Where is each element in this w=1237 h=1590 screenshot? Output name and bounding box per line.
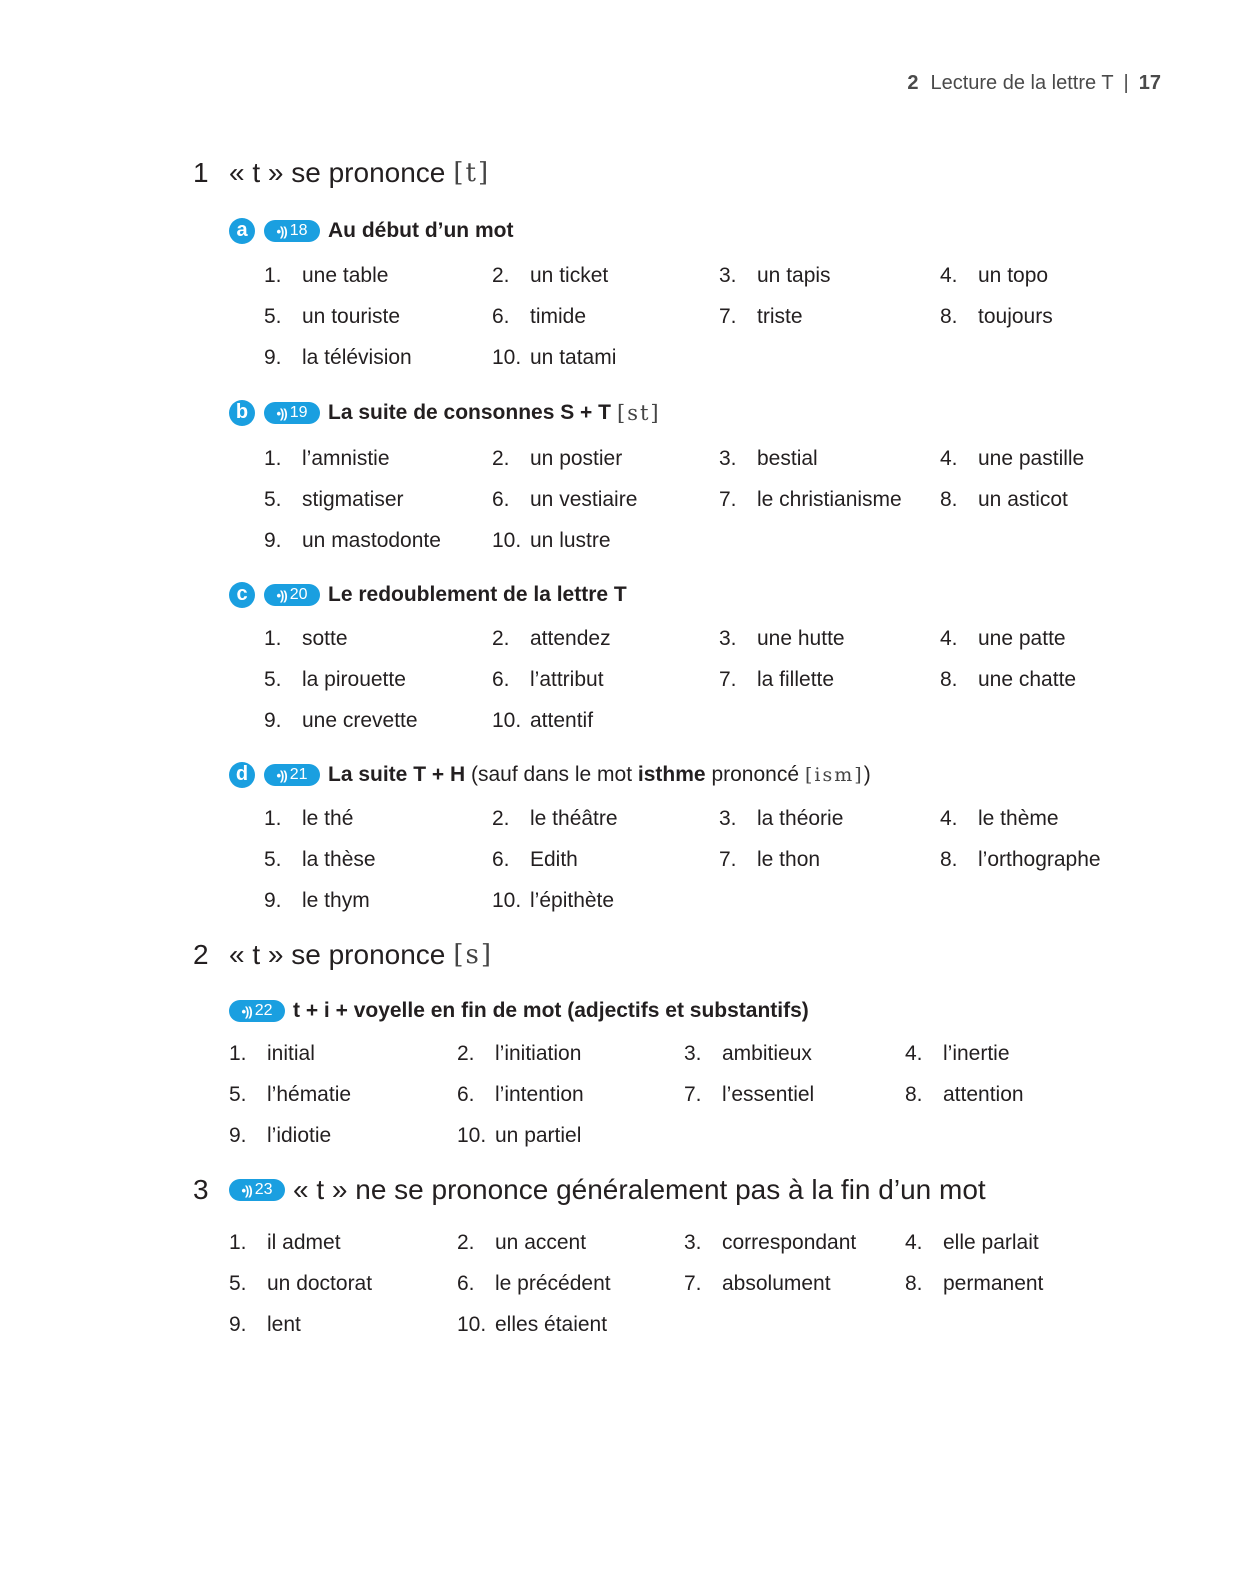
section-title: « t » se prononce — [229, 157, 446, 188]
item-number: 3. — [719, 627, 737, 650]
list-item — [492, 709, 593, 733]
item-word: l’amnistie — [302, 447, 390, 470]
audio-icon: •)) — [276, 587, 287, 603]
item-word: un partiel — [495, 1124, 582, 1147]
item-word: permanent — [943, 1272, 1044, 1295]
list-item — [719, 488, 902, 512]
section-title: « t » se prononce — [229, 939, 446, 970]
list-item — [264, 807, 353, 831]
item-word: il admet — [267, 1231, 341, 1254]
item-number: 10. — [457, 1124, 487, 1147]
item-word: une chatte — [978, 668, 1077, 691]
item-word: le thé — [302, 807, 354, 830]
item-number: 4. — [905, 1042, 923, 1065]
section-3-heading — [193, 1174, 986, 1206]
list-item — [264, 668, 406, 692]
list-item — [492, 264, 608, 288]
item-number: 9. — [264, 529, 282, 552]
item-word: l’orthographe — [978, 848, 1101, 871]
list-item — [719, 627, 845, 651]
item-word: sotte — [302, 627, 348, 650]
letter-badge: b — [229, 400, 255, 426]
item-word: un mastodonte — [302, 529, 441, 552]
list-item — [940, 807, 1059, 831]
subsection-title: La suite de consonnes S + T — [328, 401, 611, 424]
list-item — [492, 807, 618, 831]
phonetic-transcription: [t] — [453, 158, 491, 188]
item-word: l’intention — [495, 1083, 584, 1106]
list-item — [229, 1231, 341, 1255]
list-item — [264, 346, 412, 370]
note-bold-word: isthme — [637, 763, 706, 786]
list-item — [719, 668, 834, 692]
section-title: « t » ne se prononce généralement pas à la fin d’un mot — [293, 1174, 986, 1205]
item-word: l’hématie — [267, 1083, 352, 1106]
list-item — [719, 447, 818, 471]
list-item — [940, 627, 1066, 651]
list-item — [905, 1231, 1039, 1255]
audio-track-badge[interactable]: •)) 22 — [229, 1000, 285, 1022]
item-word: le théâtre — [530, 807, 618, 830]
chapter-title: Lecture de la lettre T — [930, 72, 1114, 94]
separator: | — [1123, 72, 1129, 94]
list-item — [229, 1313, 301, 1337]
item-number: 10. — [492, 529, 522, 552]
audio-track-badge[interactable]: •)) 19 — [264, 402, 320, 424]
item-word: timide — [530, 305, 587, 328]
list-item — [684, 1042, 812, 1066]
item-number: 6. — [492, 668, 510, 691]
subsection-title: Au début d’un mot — [328, 219, 514, 242]
subsection-2-heading — [229, 999, 809, 1023]
item-word: un doctorat — [267, 1272, 373, 1295]
item-number: 2. — [492, 447, 510, 470]
list-item — [264, 447, 390, 471]
item-word: le précédent — [495, 1272, 611, 1295]
item-number: 2. — [457, 1231, 475, 1254]
item-number: 2. — [492, 264, 510, 287]
item-number: 6. — [492, 488, 510, 511]
section-2-heading — [193, 939, 493, 971]
phonetic-transcription: [s] — [453, 940, 494, 970]
running-head — [907, 72, 1161, 95]
letter-badge: a — [229, 218, 255, 244]
item-word: un tapis — [757, 264, 831, 287]
item-number: 8. — [905, 1272, 923, 1295]
item-word: triste — [757, 305, 803, 328]
list-item — [940, 447, 1084, 471]
item-word: une table — [302, 264, 389, 287]
item-word: un topo — [978, 264, 1049, 287]
list-item — [457, 1042, 581, 1066]
section-1-heading — [193, 157, 490, 189]
item-number: 10. — [492, 709, 522, 732]
item-number: 7. — [719, 488, 737, 511]
list-item — [457, 1231, 586, 1255]
list-item — [940, 668, 1076, 692]
item-number: 7. — [684, 1272, 702, 1295]
list-item — [264, 709, 418, 733]
item-word: lent — [267, 1313, 301, 1336]
list-item — [492, 447, 622, 471]
page-number: 17 — [1138, 72, 1161, 94]
list-item — [940, 305, 1053, 329]
list-item — [905, 1272, 1043, 1296]
item-word: l’attribut — [530, 668, 604, 691]
item-word: initial — [267, 1042, 315, 1065]
item-word: la fillette — [757, 668, 835, 691]
item-number: 6. — [457, 1083, 475, 1106]
list-item — [905, 1042, 1010, 1066]
item-number: 8. — [940, 488, 958, 511]
item-number: 9. — [229, 1124, 247, 1147]
subsection-note: (sauf dans le mot — [470, 763, 633, 786]
item-number: 9. — [229, 1313, 247, 1336]
subsection-b-heading — [229, 400, 661, 426]
list-item — [229, 1042, 315, 1066]
item-number: 5. — [264, 305, 282, 328]
item-word: un vestiaire — [530, 488, 638, 511]
item-number: 9. — [264, 889, 282, 912]
list-item — [264, 889, 370, 913]
list-item — [684, 1231, 856, 1255]
item-number: 2. — [492, 627, 510, 650]
item-number: 3. — [719, 264, 737, 287]
item-word: un touriste — [302, 305, 401, 328]
phonetic-transcription: [ism] — [805, 764, 864, 786]
list-item — [264, 264, 388, 288]
item-word: absolument — [722, 1272, 831, 1295]
list-item — [492, 889, 614, 913]
item-number: 7. — [719, 668, 737, 691]
list-item — [940, 848, 1101, 872]
item-number: 4. — [940, 807, 958, 830]
item-number: 10. — [457, 1313, 487, 1336]
item-word: un lustre — [530, 529, 611, 552]
item-word: attention — [943, 1083, 1024, 1106]
item-word: un postier — [530, 447, 623, 470]
item-number: 5. — [264, 668, 282, 691]
item-word: un accent — [495, 1231, 587, 1254]
item-word: attendez — [530, 627, 611, 650]
list-item — [684, 1083, 814, 1107]
item-word: le christianisme — [757, 488, 902, 511]
chapter-number: 2 — [907, 72, 919, 94]
list-item — [492, 346, 616, 370]
subsection-note-end: prononcé — [711, 763, 800, 786]
item-number: 1. — [264, 447, 282, 470]
item-number: 3. — [719, 447, 737, 470]
letter-badge: d — [229, 762, 255, 788]
item-number: 1. — [264, 807, 282, 830]
item-word: l’idiotie — [267, 1124, 332, 1147]
item-number: 3. — [684, 1231, 702, 1254]
list-item — [905, 1083, 1024, 1107]
audio-icon: •)) — [276, 223, 287, 239]
list-item — [229, 1124, 331, 1148]
subsection-d-heading — [229, 762, 871, 788]
item-number: 1. — [229, 1042, 247, 1065]
subsection-c-heading — [229, 582, 627, 608]
list-item — [457, 1083, 584, 1107]
list-item — [940, 264, 1048, 288]
item-number: 6. — [492, 848, 510, 871]
audio-icon: •)) — [241, 1003, 252, 1019]
item-word: toujours — [978, 305, 1053, 328]
item-word: l’essentiel — [722, 1083, 815, 1106]
list-item — [940, 488, 1068, 512]
item-number: 3. — [719, 807, 737, 830]
list-item — [719, 305, 803, 329]
item-word: une hutte — [757, 627, 845, 650]
item-word: un ticket — [530, 264, 609, 287]
item-word: le thym — [302, 889, 370, 912]
item-number: 7. — [719, 848, 737, 871]
item-word: un tatami — [530, 346, 617, 369]
closing-paren: ) — [863, 763, 871, 786]
item-word: Edith — [530, 848, 578, 871]
subsection-title: La suite T + H — [328, 763, 466, 786]
list-item — [264, 488, 404, 512]
item-number: 4. — [940, 264, 958, 287]
item-word: une patte — [978, 627, 1066, 650]
item-word: le thème — [978, 807, 1059, 830]
item-number: 5. — [229, 1272, 247, 1295]
item-number: 6. — [492, 305, 510, 328]
item-number: 4. — [905, 1231, 923, 1254]
list-item — [492, 848, 578, 872]
subsection-title: Le redoublement de la lettre T — [328, 583, 627, 606]
item-number: 6. — [457, 1272, 475, 1295]
item-number: 8. — [940, 848, 958, 871]
list-item — [264, 305, 400, 329]
list-item — [457, 1272, 611, 1296]
item-word: la théorie — [757, 807, 844, 830]
audio-track-badge[interactable]: •)) 21 — [264, 764, 320, 786]
item-number: 8. — [940, 305, 958, 328]
list-item — [457, 1124, 581, 1148]
item-number: 8. — [940, 668, 958, 691]
list-item — [684, 1272, 831, 1296]
item-number: 4. — [940, 447, 958, 470]
item-number: 9. — [264, 346, 282, 369]
list-item — [264, 627, 348, 651]
item-number: 2. — [492, 807, 510, 830]
item-number: 8. — [905, 1083, 923, 1106]
item-number: 9. — [264, 709, 282, 732]
list-item — [264, 848, 376, 872]
section-number: 3 — [193, 1174, 209, 1205]
item-word: l’initiation — [495, 1042, 582, 1065]
item-word: une crevette — [302, 709, 418, 732]
list-item — [492, 627, 611, 651]
item-word: elles étaient — [495, 1313, 608, 1336]
item-word: la télévision — [302, 346, 412, 369]
subsection-a-heading — [229, 218, 513, 244]
list-item — [492, 488, 637, 512]
item-number: 5. — [264, 848, 282, 871]
letter-badge: c — [229, 582, 255, 608]
audio-icon: •)) — [276, 767, 287, 783]
item-word: l’inertie — [943, 1042, 1010, 1065]
list-item — [492, 668, 604, 692]
section-number: 1 — [193, 157, 209, 188]
audio-icon: •)) — [276, 405, 287, 421]
subsection-title: t + i + voyelle en fin de mot (adjectifs et substantifs) — [293, 999, 809, 1022]
item-word: stigmatiser — [302, 488, 404, 511]
item-word: la thèse — [302, 848, 376, 871]
item-word: le thon — [757, 848, 821, 871]
list-item — [457, 1313, 607, 1337]
item-number: 1. — [264, 264, 282, 287]
audio-track-badge[interactable]: •)) 20 — [264, 584, 320, 606]
item-number: 10. — [492, 889, 522, 912]
item-number: 1. — [229, 1231, 247, 1254]
audio-track-badge[interactable]: •)) 23 — [229, 1179, 285, 1201]
item-number: 1. — [264, 627, 282, 650]
section-number: 2 — [193, 939, 209, 970]
item-word: bestial — [757, 447, 818, 470]
item-word: un asticot — [978, 488, 1068, 511]
list-item — [719, 264, 831, 288]
phonetic-transcription: [st] — [617, 401, 661, 425]
item-number: 3. — [684, 1042, 702, 1065]
item-word: correspondant — [722, 1231, 857, 1254]
list-item — [719, 848, 820, 872]
list-item — [719, 807, 843, 831]
item-number: 2. — [457, 1042, 475, 1065]
item-number: 5. — [264, 488, 282, 511]
list-item — [229, 1272, 372, 1296]
item-word: elle parlait — [943, 1231, 1039, 1254]
item-number: 5. — [229, 1083, 247, 1106]
item-word: une pastille — [978, 447, 1085, 470]
item-number: 7. — [719, 305, 737, 328]
item-number: 4. — [940, 627, 958, 650]
item-word: l’épithète — [530, 889, 615, 912]
item-word: ambitieux — [722, 1042, 812, 1065]
item-number: 7. — [684, 1083, 702, 1106]
audio-icon: •)) — [241, 1182, 252, 1198]
item-word: la pirouette — [302, 668, 406, 691]
list-item — [229, 1083, 351, 1107]
list-item — [492, 529, 611, 553]
item-word: attentif — [530, 709, 594, 732]
list-item — [264, 529, 441, 553]
list-item — [492, 305, 586, 329]
item-number: 10. — [492, 346, 522, 369]
audio-track-badge[interactable]: •)) 18 — [264, 220, 320, 242]
